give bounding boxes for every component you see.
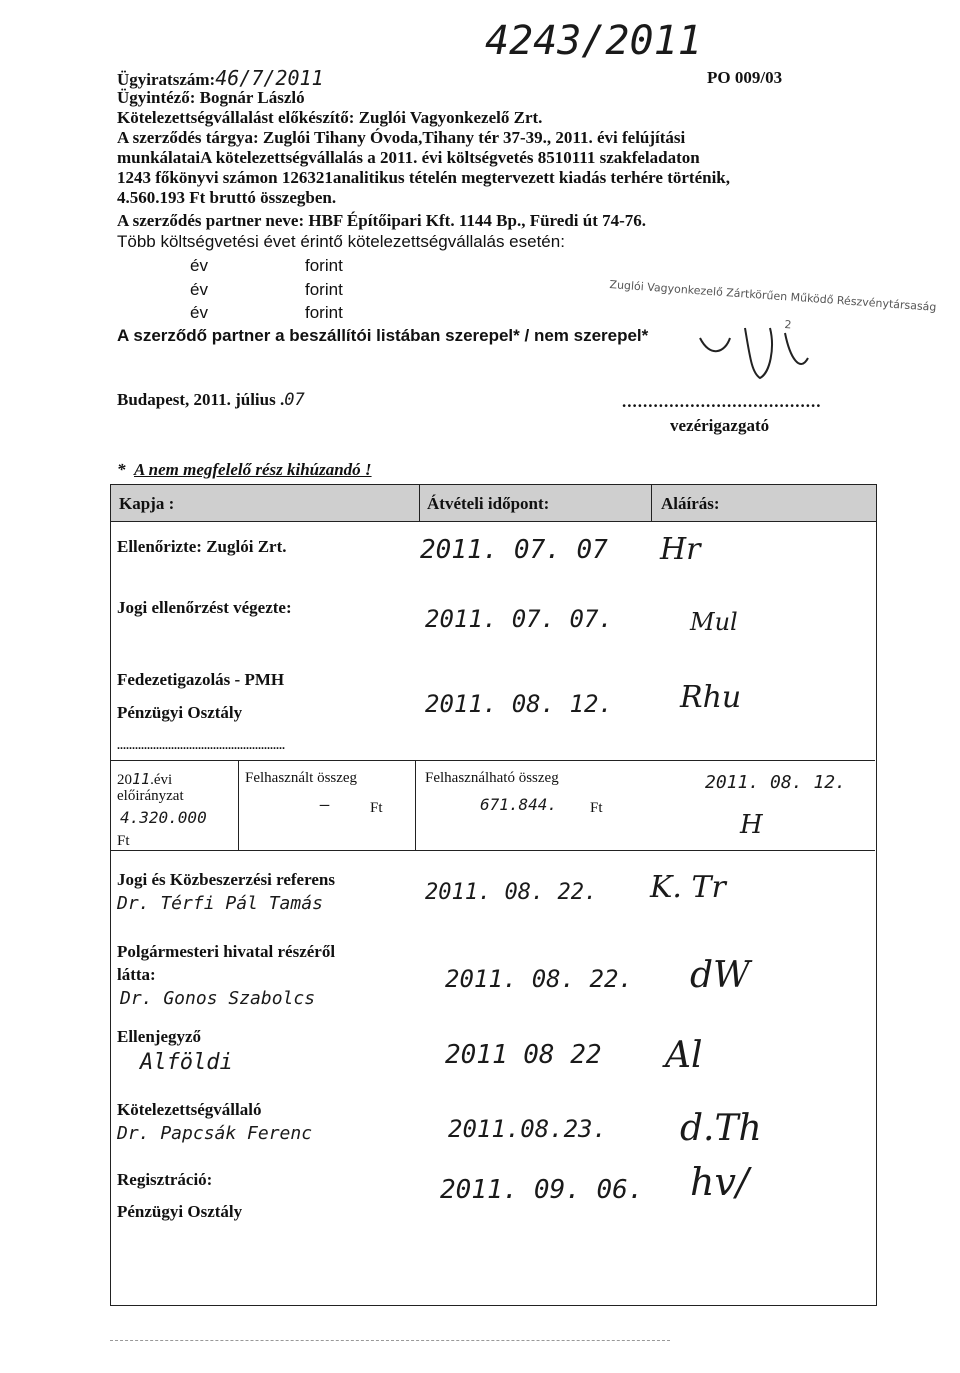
budget-year-prefix: 20 (117, 772, 132, 788)
budget-used-value: – (320, 795, 330, 814)
row-ellenjegyzo-signature: Al (665, 1035, 703, 1076)
scan-artifact-line (110, 1340, 670, 1342)
signature-dotted-line: ...................................... (622, 392, 822, 411)
case-number-label: Ügyiratszám: (117, 70, 216, 89)
budget-appropriation-value: 4.320.000 (120, 808, 207, 827)
budget-year-hand: 11 (132, 770, 151, 788)
fedezet-dotted-rule: ........................................................ (117, 738, 285, 752)
row-polgarmesteri-latta: látta: (117, 965, 156, 984)
header-alairas: Aláírás: (661, 494, 720, 513)
budget-avail-label: Felhasználható összeg (425, 770, 559, 786)
row-regisztracio-label: Regisztráció: (117, 1170, 213, 1189)
year-row-1-forint: forint (305, 256, 343, 275)
budget-year (117, 770, 172, 789)
subject-line-1: A szerződés tárgya: Zuglói Tihany Óvoda,Tihany tér 37-39., 2011. évi felújítási (117, 128, 686, 147)
row-referens-name: Dr. Térfi Pál Tamás (117, 893, 323, 914)
row-ellenjegyzo-label: Ellenjegyző (117, 1027, 202, 1046)
row-ellenorizte-date: 2011. 07. 07 (420, 535, 608, 565)
place-date-day: 07 (284, 390, 305, 410)
row-ellenjegyzo-name: Alföldi (140, 1050, 233, 1075)
row-fedezet-label-1: Fedezetigazolás - PMH (117, 670, 285, 689)
row-kotelezettsegvallalo-signature: d.Th (680, 1108, 762, 1149)
year-row-3-forint: forint (305, 303, 343, 322)
place-date-text: Budapest, 2011. július . (117, 390, 285, 409)
budget-ft-label: Ft (117, 833, 130, 849)
budget-signature: H (740, 810, 763, 840)
row-referens-date: 2011. 08. 22. (425, 880, 598, 905)
budget-divider-1 (238, 760, 239, 850)
company-stamp: Zuglói Vagyonkezelő Zártkörűen Működő Részvénytársaság (609, 278, 937, 314)
director-signature (690, 318, 820, 388)
header-kapja: Kapja : (119, 494, 175, 513)
place-date (117, 390, 305, 410)
row-polgarmesteri-signature: dW (690, 955, 751, 996)
footnote-star: * (117, 460, 126, 479)
row-regisztracio-osztaly: Pénzügyi Osztály (117, 1202, 243, 1221)
officer (117, 88, 305, 108)
case-number-value: 46/7/2011 (215, 66, 324, 90)
row-jogi-signature: Mul (690, 608, 738, 636)
row-fedezet-label-2: Pénzügyi Osztály (117, 703, 243, 722)
header-divider-1 (419, 485, 420, 521)
row-referens-label: Jogi és Közbeszerzési referens (117, 870, 335, 889)
row-polgarmesteri-label: Polgármesteri hivatal részéről (117, 942, 336, 961)
row-referens-signature: K. Tr (650, 870, 726, 905)
header-atveteli-idopont: Átvételi időpont: (427, 494, 550, 513)
budget-year-suffix: .évi (150, 772, 173, 788)
row-jogi-label: Jogi ellenőrzést végezte: (117, 598, 292, 617)
subject-line-2: munkálataiA kötelezettségvállalás a 2011. évi költségvetés 8510111 szakfeladaton (117, 148, 700, 167)
row-kotelezettsegvallalo-label: Kötelezettségvállaló (117, 1100, 262, 1119)
year-row-3-ev: év (190, 303, 208, 322)
budget-top-border (110, 760, 875, 761)
officer-name: Bognár László (199, 88, 305, 107)
footnote (117, 460, 372, 480)
budget-bottom-border (110, 850, 875, 851)
row-ellenorizte-label: Ellenőrizte: Zuglói Zrt. (117, 537, 287, 556)
row-fedezet-signature: Rhu (680, 680, 742, 715)
budget-avail-value: 671.844. (480, 795, 558, 814)
budget-divider-2 (415, 760, 416, 850)
footnote-text: A nem megfelelő rész kihúzandó ! (134, 460, 372, 479)
officer-label: Ügyintéző: (117, 88, 196, 107)
budget-used-ft: Ft (370, 800, 383, 816)
row-jogi-date: 2011. 07. 07. (425, 605, 613, 633)
row-regisztracio-date: 2011. 09. 06. (440, 1175, 644, 1205)
subject-line-3: 1243 főkönyvi számon 126321analitikus tételén megtervezett kiadás terhére történik, (117, 168, 731, 187)
preparer: Kötelezettségvállalást előkészítő: Zuglói Vagyonkezelő Zrt. (117, 108, 543, 127)
budget-avail-ft: Ft (590, 800, 603, 816)
row-regisztracio-signature: hv/ (690, 1160, 749, 1204)
row-ellenorizte-signature: Hr (660, 532, 701, 567)
header-divider-2 (651, 485, 652, 521)
row-ellenjegyzo-date: 2011 08 22 (445, 1040, 602, 1070)
signature-role: vezérigazgató (670, 416, 770, 435)
budget-date: 2011. 08. 12. (705, 772, 846, 793)
row-polgarmesteri-name: Dr. Gonos Szabolcs (120, 988, 316, 1009)
partner-name: A szerződés partner neve: HBF Építőipari Kft. 1144 Bp., Füredi út 74-76. (117, 211, 647, 230)
handwritten-registry-number: 4243/2011 (485, 18, 702, 64)
budget-appropriation-label: előirányzat (117, 788, 184, 804)
multi-year-note: Több költségvetési évet érintő kötelezettségvállalás esetén: (117, 232, 565, 251)
year-row-2-ev: év (190, 280, 208, 299)
row-polgarmesteri-date: 2011. 08. 22. (445, 965, 633, 993)
year-row-1-ev: év (190, 256, 208, 275)
budget-used-label: Felhasznált összeg (245, 770, 358, 786)
year-row-2-forint: forint (305, 280, 343, 299)
supplier-list-statement: A szerződő partner a beszállítói listában szerepel* / nem szerepel* (117, 326, 649, 345)
row-fedezet-date: 2011. 08. 12. (425, 690, 613, 718)
po-code: PO 009/03 (707, 68, 783, 87)
row-kotelezettsegvallalo-name: Dr. Papcsák Ferenc (117, 1123, 313, 1144)
subject-line-4: 4.560.193 Ft bruttó összegben. (117, 188, 337, 207)
company-stamp-number: 2 (784, 318, 792, 332)
case-number (117, 68, 324, 90)
row-kotelezettsegvallalo-date: 2011.08.23. (448, 1115, 607, 1143)
